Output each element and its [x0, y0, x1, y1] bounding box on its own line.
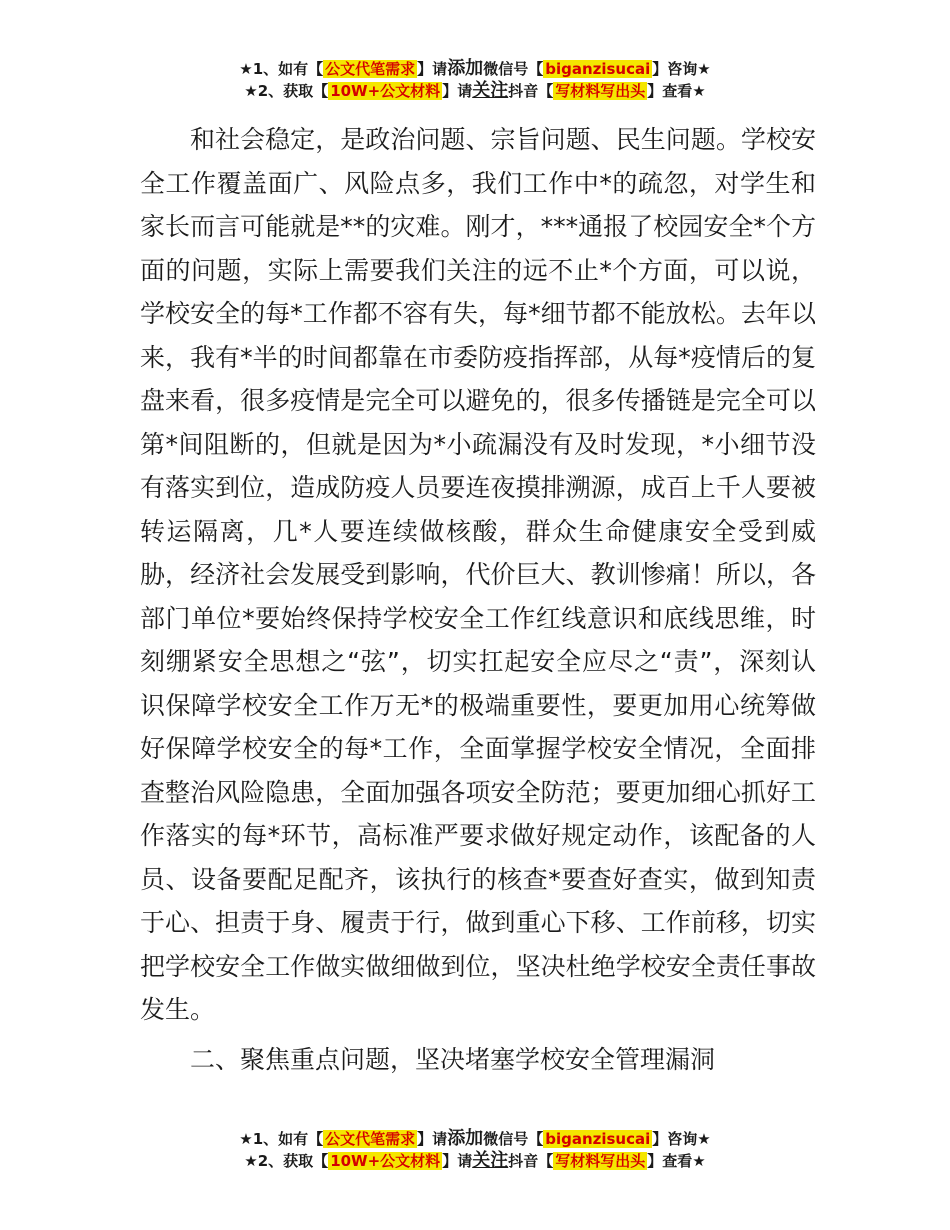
promo-text: 】查看★: [647, 82, 706, 100]
header-promo-banner: [0, 58, 950, 102]
promo-line-1: [0, 1128, 950, 1150]
document-body: [140, 118, 816, 1032]
promo-text: 微信号【: [483, 60, 544, 78]
promo-highlight: 10W+公文材料: [330, 1152, 441, 1170]
promo-emphasis: 关注: [472, 80, 509, 101]
promo-emphasis: 添加: [447, 58, 484, 79]
promo-wechat-id: biganzisucai: [545, 60, 651, 78]
promo-emphasis: 关注: [472, 1150, 509, 1171]
promo-text: 】咨询★: [652, 60, 711, 78]
promo-line-2: [0, 80, 950, 102]
promo-text: ★1、如有【: [239, 1130, 324, 1148]
promo-text: ★1、如有【: [239, 60, 324, 78]
footer-promo-banner: [0, 1128, 950, 1172]
promo-text: 抖音【: [508, 82, 554, 100]
promo-highlight: 公文代笔需求: [325, 60, 416, 78]
promo-text: 抖音【: [508, 1152, 554, 1170]
promo-wechat-id: biganzisucai: [545, 1130, 651, 1148]
promo-text: 】请: [442, 82, 473, 100]
promo-douyin-id: 写材料写出头: [555, 1152, 646, 1170]
promo-line-2: [0, 1150, 950, 1172]
promo-highlight: 公文代笔需求: [325, 1130, 416, 1148]
promo-emphasis: 添加: [447, 1128, 484, 1149]
promo-text: ★2、获取【: [244, 82, 329, 100]
promo-text: 】请: [417, 1130, 448, 1148]
body-paragraph: 和社会稳定，是政治问题、宗旨问题、民生问题。学校安全工作覆盖面广、风险点多，我们工作中*的疏忽，对学生和家长而言可能就是**的灾难。刚才，***通报了校园安全*个方面的问题，实际上需要我们关注的远不止*个方面，可以说，学校安全的每*工作都不容有失，每*细节都不能放松。去年以来，我有*半的时间都靠在市委防疫指挥部，从每*疫情后的复盘来看，很多疫情是完全可以避免的，很多传播链是完全可以第*间阻断的，但就是因为*小疏漏没有及时发现，*小细节没有落实到位，造成防疫人员要连夜摸排溯源，成百上千人要被转运隔离，几*人要连续做核酸，群众生命健康安全受到威胁，经济社会发展受到影响，代价巨大、教训惨痛！所以，各部门单位*要始终保持学校安全工作红线意识和底线思维，时刻绷紧安全思想之“弦”，切实扛起安全应尽之“责”，深刻认识保障学校安全工作万无*的极端重要性，要更加用心统筹做好保障学校安全的每*工作，全面掌握学校安全情况，全面排查整治风险隐患，全面加强各项安全防范；要更加细心抓好工作落实的每*环节，高标准严要求做好规定动作，该配备的人员、设备要配足配齐，该执行的核查*要查好查实，做到知责于心、担责于身、履责于行，做到重心下移、工作前移，切实把学校安全工作做实做细做到位，坚决杜绝学校安全责任事故发生。: [140, 125, 816, 1024]
promo-text: 】请: [417, 60, 448, 78]
promo-text: 微信号【: [483, 1130, 544, 1148]
promo-douyin-id: 写材料写出头: [555, 82, 646, 100]
promo-text: 】请: [442, 1152, 473, 1170]
promo-text: ★2、获取【: [244, 1152, 329, 1170]
promo-highlight: 10W+公文材料: [330, 82, 441, 100]
promo-line-1: [0, 58, 950, 80]
promo-text: 】咨询★: [652, 1130, 711, 1148]
section-heading: 二、聚焦重点问题，坚决堵塞学校安全管理漏洞: [190, 1045, 716, 1074]
promo-text: 】查看★: [647, 1152, 706, 1170]
